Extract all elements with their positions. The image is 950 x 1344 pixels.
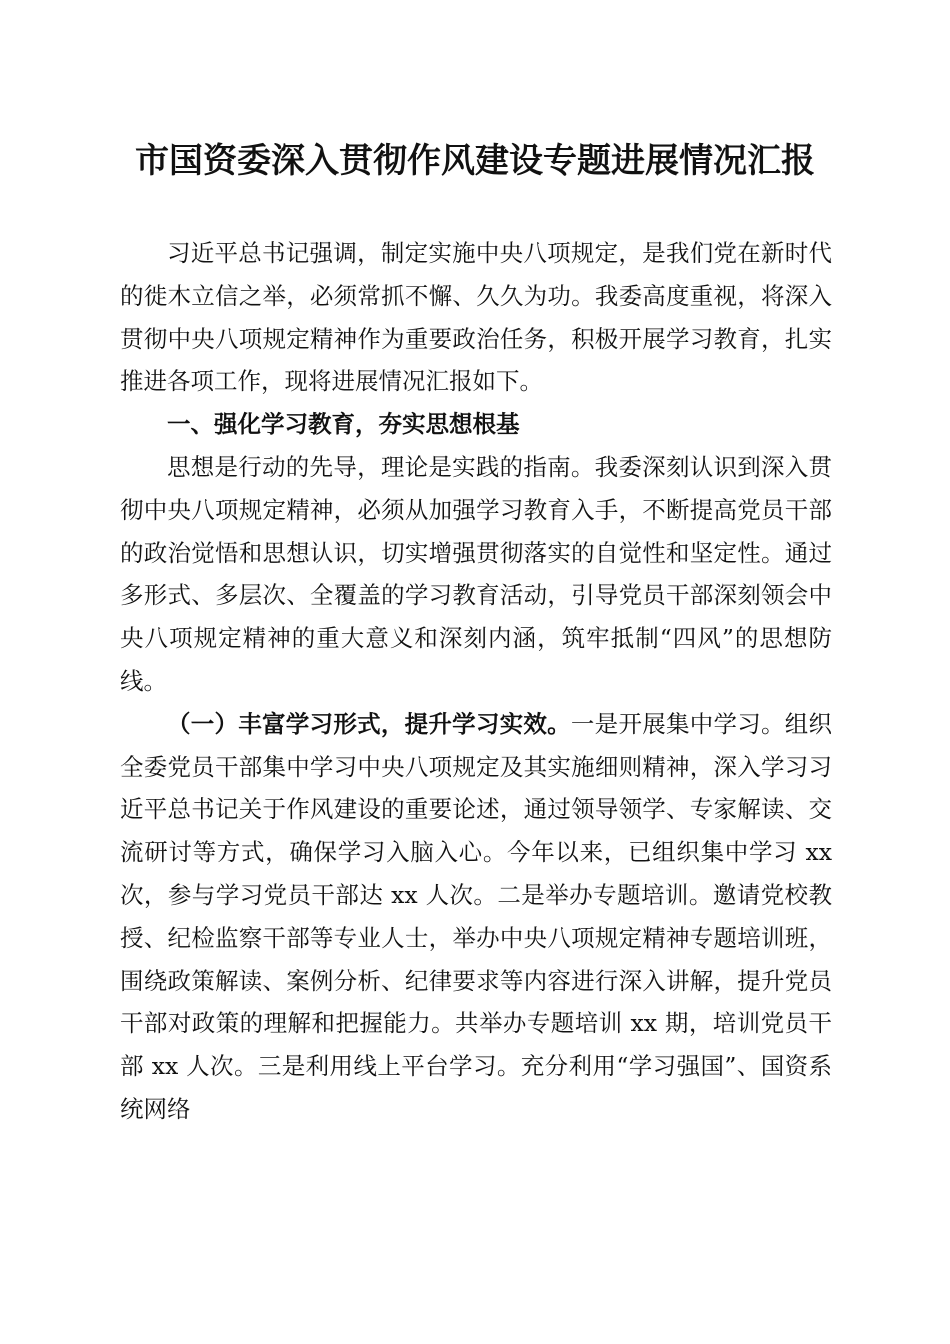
- subsection-1-text: 一是开展集中学习。组织全委党员干部集中学习中央八项规定及其实施细则精神，深入学习习近平总书记关于作风建设的重要论述，通过领导领学、专家解读、交流研讨等方式，确保学习入脑入心。今年以来，已组织集中学习 xx 次，参与学习党员干部达 xx 人次。二是举办专题培训。邀请党校教授、纪检监察干部等专业人士，举办中央八项规定精神专题培训班，围绕政策解读、案例分析、纪律要求等内容进行深入讲解，提升党员干部对政策的理解和把握能力。共举办专题培训 xx 期，培训党员干部 xx 人次。三是利用线上平台学习。充分利用“学习强国”、国资系统网络: [120, 709, 833, 1123]
- subsection-1-lead: （一）丰富学习形式，提升学习实效。: [167, 709, 571, 738]
- section-1-paragraph: 思想是行动的先导，理论是实践的指南。我委深刻认识到深入贯彻中央八项规定精神，必须从加强学习教育入手，不断提高党员干部的政治觉悟和思想认识，切实增强贯彻落实的自觉性和坚定性。通过多形式、多层次、全覆盖的学习教育活动，引导党员干部深刻领会中央八项规定精神的重大意义和深刻内涵，筑牢抵制“四风”的思想防线。: [120, 452, 832, 695]
- document-title: 市国资委深入贯彻作风建设专题进展情况汇报: [135, 141, 815, 181]
- section-1-heading: 一、强化学习教育，夯实思想根基: [167, 410, 520, 439]
- intro-paragraph: 习近平总书记强调，制定实施中央八项规定，是我们党在新时代的徙木立信之举，必须常抓不懈、久久为功。我委高度重视，将深入贯彻中央八项规定精神作为重要政治任务，积极开展学习教育，扎实推进各项工作，现将进展情况汇报如下。: [120, 239, 832, 396]
- document-body: [120, 232, 832, 1131]
- subsection-1-paragraph: [120, 703, 832, 1131]
